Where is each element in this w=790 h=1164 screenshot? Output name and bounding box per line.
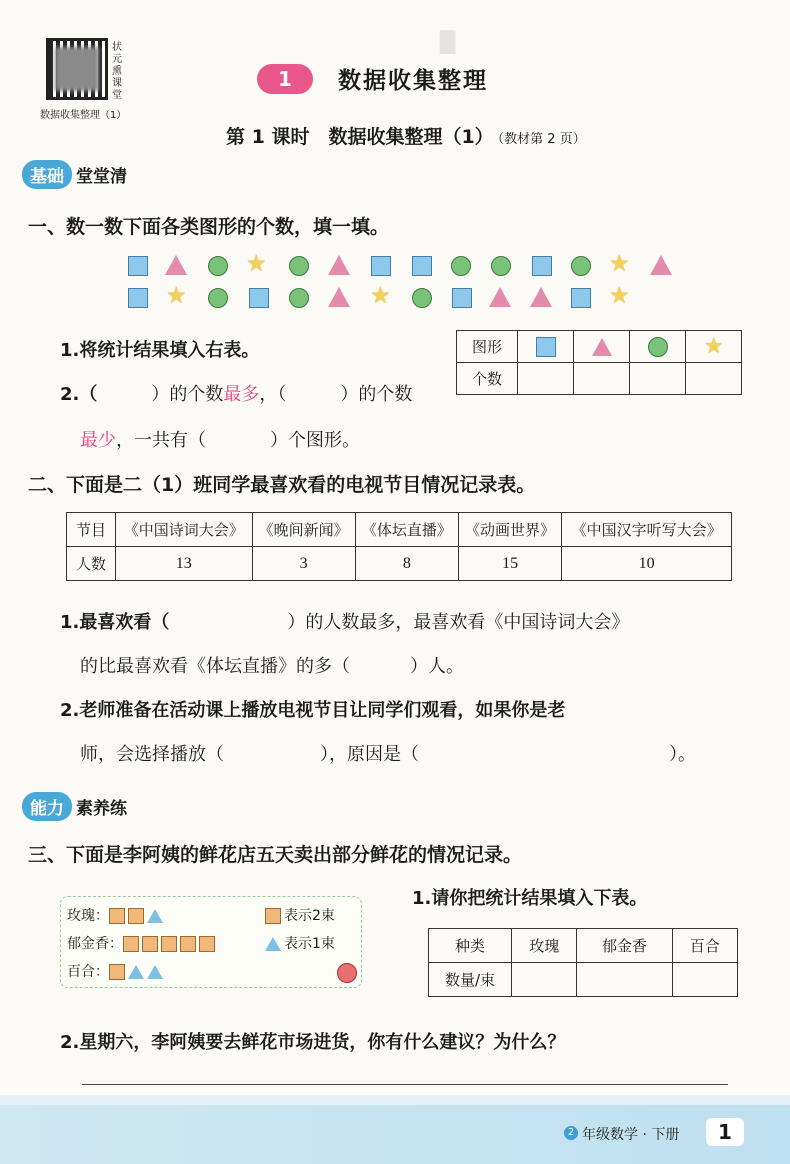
circle-shape: [491, 256, 511, 276]
triangle-shape: [489, 287, 511, 307]
q2-count: 15: [458, 547, 561, 581]
legend-triangle: [265, 933, 335, 953]
square-shape: [371, 256, 391, 276]
q3-item1: 1.请你把统计结果填入下表。: [412, 888, 648, 909]
q1-col-square: [518, 331, 574, 363]
q3-flower-table: [428, 928, 738, 997]
q2-program: 《中国汉字听写大会》: [562, 513, 732, 547]
q1-item2-f: ）个图形。: [270, 430, 360, 451]
q3-table-row-label: 数量/束: [429, 963, 512, 997]
section-tag-pill: 基础: [22, 160, 72, 189]
lesson-ref: （教材第 2 页）: [497, 132, 586, 147]
grade-text: 年级数学 · 下册: [582, 1127, 680, 1143]
square-shape: [452, 288, 472, 308]
q1-item2-d: ）的个数: [340, 384, 413, 405]
q2-tv-table: [66, 512, 732, 581]
q1-item1: 1.将统计结果填入右表。: [60, 340, 260, 361]
q1-item2-c: ，（: [259, 384, 287, 405]
star-shape: ★: [609, 251, 630, 277]
square-shape: [128, 288, 148, 308]
flower-record-card: [60, 896, 362, 988]
triangle-shape: [165, 255, 187, 275]
q2-program: 《晚间新闻》: [252, 513, 355, 547]
q1-answer-circle[interactable]: [630, 363, 686, 395]
lily-label: 百合：: [67, 964, 109, 980]
q2-item2-b: 师，会选择播放（: [80, 744, 224, 765]
circle-shape: [289, 256, 309, 276]
q3-answer-lily[interactable]: [672, 963, 737, 997]
q1-heading: 一、数一数下面各类图形的个数，填一填。: [28, 216, 390, 238]
section-tag-ability: [22, 792, 127, 820]
q3-table-header: 种类: [429, 929, 512, 963]
legend-triangle-text: 表示1束: [284, 936, 335, 952]
triangle-icon: [265, 937, 281, 951]
square-icon: [123, 936, 139, 952]
square-icon: [265, 908, 281, 924]
qr-caption: 数据收集整理（1）: [40, 110, 127, 121]
legend-square-text: 表示2束: [284, 908, 335, 924]
tulip-label: 郁金香：: [67, 936, 123, 952]
star-shape: ★: [166, 283, 187, 309]
q2-count: 8: [355, 547, 458, 581]
q1-item2-b: ）的个数: [151, 384, 224, 405]
q2-col-header: 节目: [67, 513, 116, 547]
rose-label: 玫瑰：: [67, 908, 109, 924]
q1-item2-e: ，一共有（: [116, 430, 206, 451]
q2-count: 10: [562, 547, 732, 581]
q2-count: 13: [116, 547, 253, 581]
triangle-shape: [328, 255, 350, 275]
star-shape: ★: [609, 283, 630, 309]
square-shape: [249, 288, 269, 308]
q1-answer-square[interactable]: [518, 363, 574, 395]
square-icon: [161, 936, 177, 952]
section-tag-label: 堂堂清: [76, 166, 127, 187]
section-tag-label: 素养练: [76, 798, 127, 819]
q2-count: 3: [252, 547, 355, 581]
q1-answer-triangle[interactable]: [574, 363, 630, 395]
rose-record: [67, 905, 166, 925]
q3-heading: 三、下面是李阿姨的鲜花店五天卖出部分鲜花的情况记录。: [28, 844, 523, 866]
q2-item2-a: 2.老师准备在活动课上播放电视节目让同学们观看，如果你是老: [60, 700, 566, 721]
square-shape: [412, 256, 432, 276]
q2-heading: 二、下面是二（1）班同学最喜欢看的电视节目情况记录表。: [28, 474, 536, 496]
square-icon: [199, 936, 215, 952]
square-shape: [128, 256, 148, 276]
circle-shape: [208, 256, 228, 276]
page-number: 1: [706, 1118, 744, 1146]
triangle-shape: [328, 287, 350, 307]
lily-record: [67, 961, 166, 981]
square-icon: [142, 936, 158, 952]
q1-shape-table: [456, 330, 742, 395]
qr-code: [46, 38, 108, 100]
q1-item2-line2: [80, 426, 360, 452]
triangle-icon: [592, 338, 612, 356]
q2-program: 《中国诗词大会》: [116, 513, 253, 547]
star-shape: ★: [370, 283, 391, 309]
chapter-number-badge: 1: [257, 64, 313, 94]
star-icon: ★: [703, 334, 724, 359]
grade-badge: 2: [564, 1126, 578, 1140]
q2-item1-line2: [80, 652, 464, 678]
square-icon: [128, 908, 144, 924]
q2-row-header: 人数: [67, 547, 116, 581]
square-icon: [109, 908, 125, 924]
q2-item2-line2: [80, 740, 696, 766]
q1-item2-line1: [60, 380, 412, 406]
tulip-record: [67, 933, 218, 953]
bleed-through-text: █: [440, 30, 456, 54]
triangle-icon: [128, 965, 144, 979]
qr-side-text: 状元熏课堂: [112, 42, 122, 101]
q2-item1-c: 的比最喜欢看《体坛直播》的多（: [80, 656, 350, 677]
circle-shape: [571, 256, 591, 276]
q1-col-triangle: [574, 331, 630, 363]
square-icon: [536, 337, 556, 357]
q2-item1-line1: [60, 608, 629, 634]
section-tag-basic: [22, 160, 127, 188]
q3-answer-tulip[interactable]: [577, 963, 672, 997]
q2-program: 《动画世界》: [458, 513, 561, 547]
q1-item2-least: 最少: [80, 430, 116, 451]
circle-shape: [208, 288, 228, 308]
q3-item2-text: 2.星期六，李阿姨要去鲜花市场进货，你有什么建议？为什么？: [60, 1032, 566, 1053]
q2-item1-d: ）人。: [410, 656, 464, 677]
square-icon: [109, 964, 125, 980]
q1-col-circle: [630, 331, 686, 363]
q1-item2-most: 最多: [223, 384, 260, 405]
q1-table-row-label: 个数: [457, 363, 518, 395]
section-tag-pill: 能力: [22, 792, 72, 821]
q3-item2: [60, 1028, 565, 1054]
triangle-shape: [650, 255, 672, 275]
q2-item2-d: ）。: [669, 744, 696, 765]
q3-flower: 玫瑰: [512, 929, 577, 963]
q2-item1-b: ）的人数最多，最喜欢看《中国诗词大会》: [287, 612, 630, 633]
square-shape: [571, 288, 591, 308]
answer-line[interactable]: [82, 1084, 728, 1085]
star-shape: ★: [246, 251, 267, 277]
q1-answer-star[interactable]: [686, 363, 742, 395]
lesson-title-text: 第 1 课时 数据收集整理（1）: [226, 126, 494, 148]
q2-item2-line1: [60, 696, 565, 722]
flower-icon: [337, 963, 357, 983]
q1-table-header: 图形: [457, 331, 518, 363]
circle-icon: [648, 337, 668, 357]
circle-shape: [412, 288, 432, 308]
circle-shape: [451, 256, 471, 276]
q3-flower: 百合: [672, 929, 737, 963]
q1-col-star: [686, 331, 742, 363]
q2-item2-c: ），原因是（: [320, 744, 419, 765]
q1-item2-a: 2.（: [60, 384, 98, 405]
chapter-title: 数据收集整理: [338, 68, 488, 94]
legend-square: [265, 905, 335, 925]
square-icon: [180, 936, 196, 952]
triangle-icon: [147, 909, 163, 923]
q2-program: 《体坛直播》: [355, 513, 458, 547]
square-shape: [532, 256, 552, 276]
triangle-icon: [147, 965, 163, 979]
triangle-shape: [530, 287, 552, 307]
lesson-title: [226, 122, 586, 149]
circle-shape: [289, 288, 309, 308]
q2-item1-a: 1.最喜欢看（: [60, 612, 170, 633]
q3-flower: 郁金香: [577, 929, 672, 963]
q3-answer-rose[interactable]: [512, 963, 577, 997]
